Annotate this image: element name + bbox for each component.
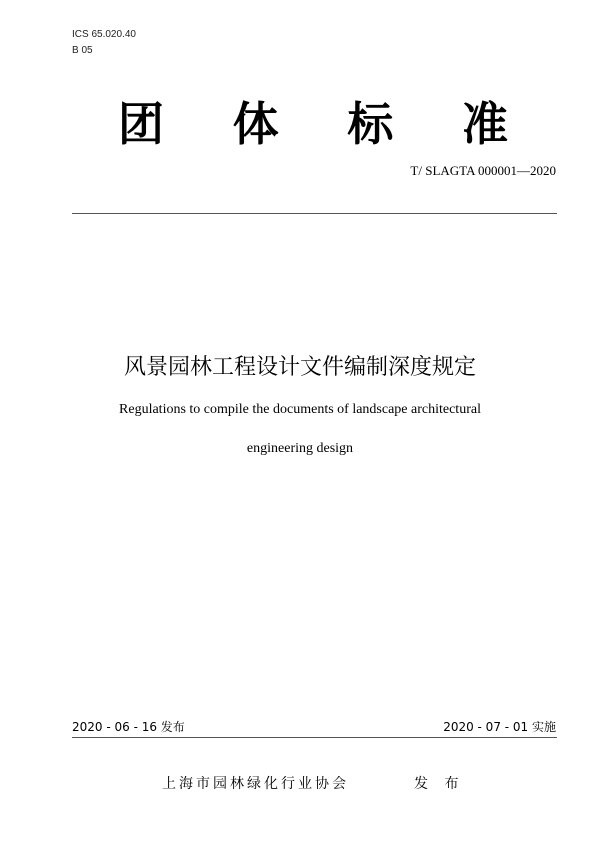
implement-date: 2020 - 07 - 01 实施 xyxy=(443,720,556,734)
standard-code: T/ SLAGTA 000001—2020 xyxy=(410,163,556,178)
title-english-line2: engineering design xyxy=(246,441,354,456)
publisher: 上海市园林绿化行业协会 xyxy=(162,776,349,792)
title-char: 标 xyxy=(347,97,394,151)
title-char: 准 xyxy=(461,97,508,151)
title-char: 体 xyxy=(232,97,279,151)
issue-date: 2020 - 06 - 16 发布 xyxy=(72,720,185,734)
top-divider xyxy=(72,213,557,214)
document-type-title xyxy=(118,88,508,154)
ics-code: ICS 65.020.40 xyxy=(72,29,136,40)
ccs-code: B 05 xyxy=(72,45,93,56)
bottom-divider xyxy=(72,737,557,738)
title-chinese: 风景园林工程设计文件编制深度规定 xyxy=(123,355,476,380)
publish-label: 发 布 xyxy=(414,776,465,792)
title-char: 团 xyxy=(118,97,164,151)
title-english-line1: Regulations to compile the documents of landscape architectural xyxy=(119,402,481,417)
